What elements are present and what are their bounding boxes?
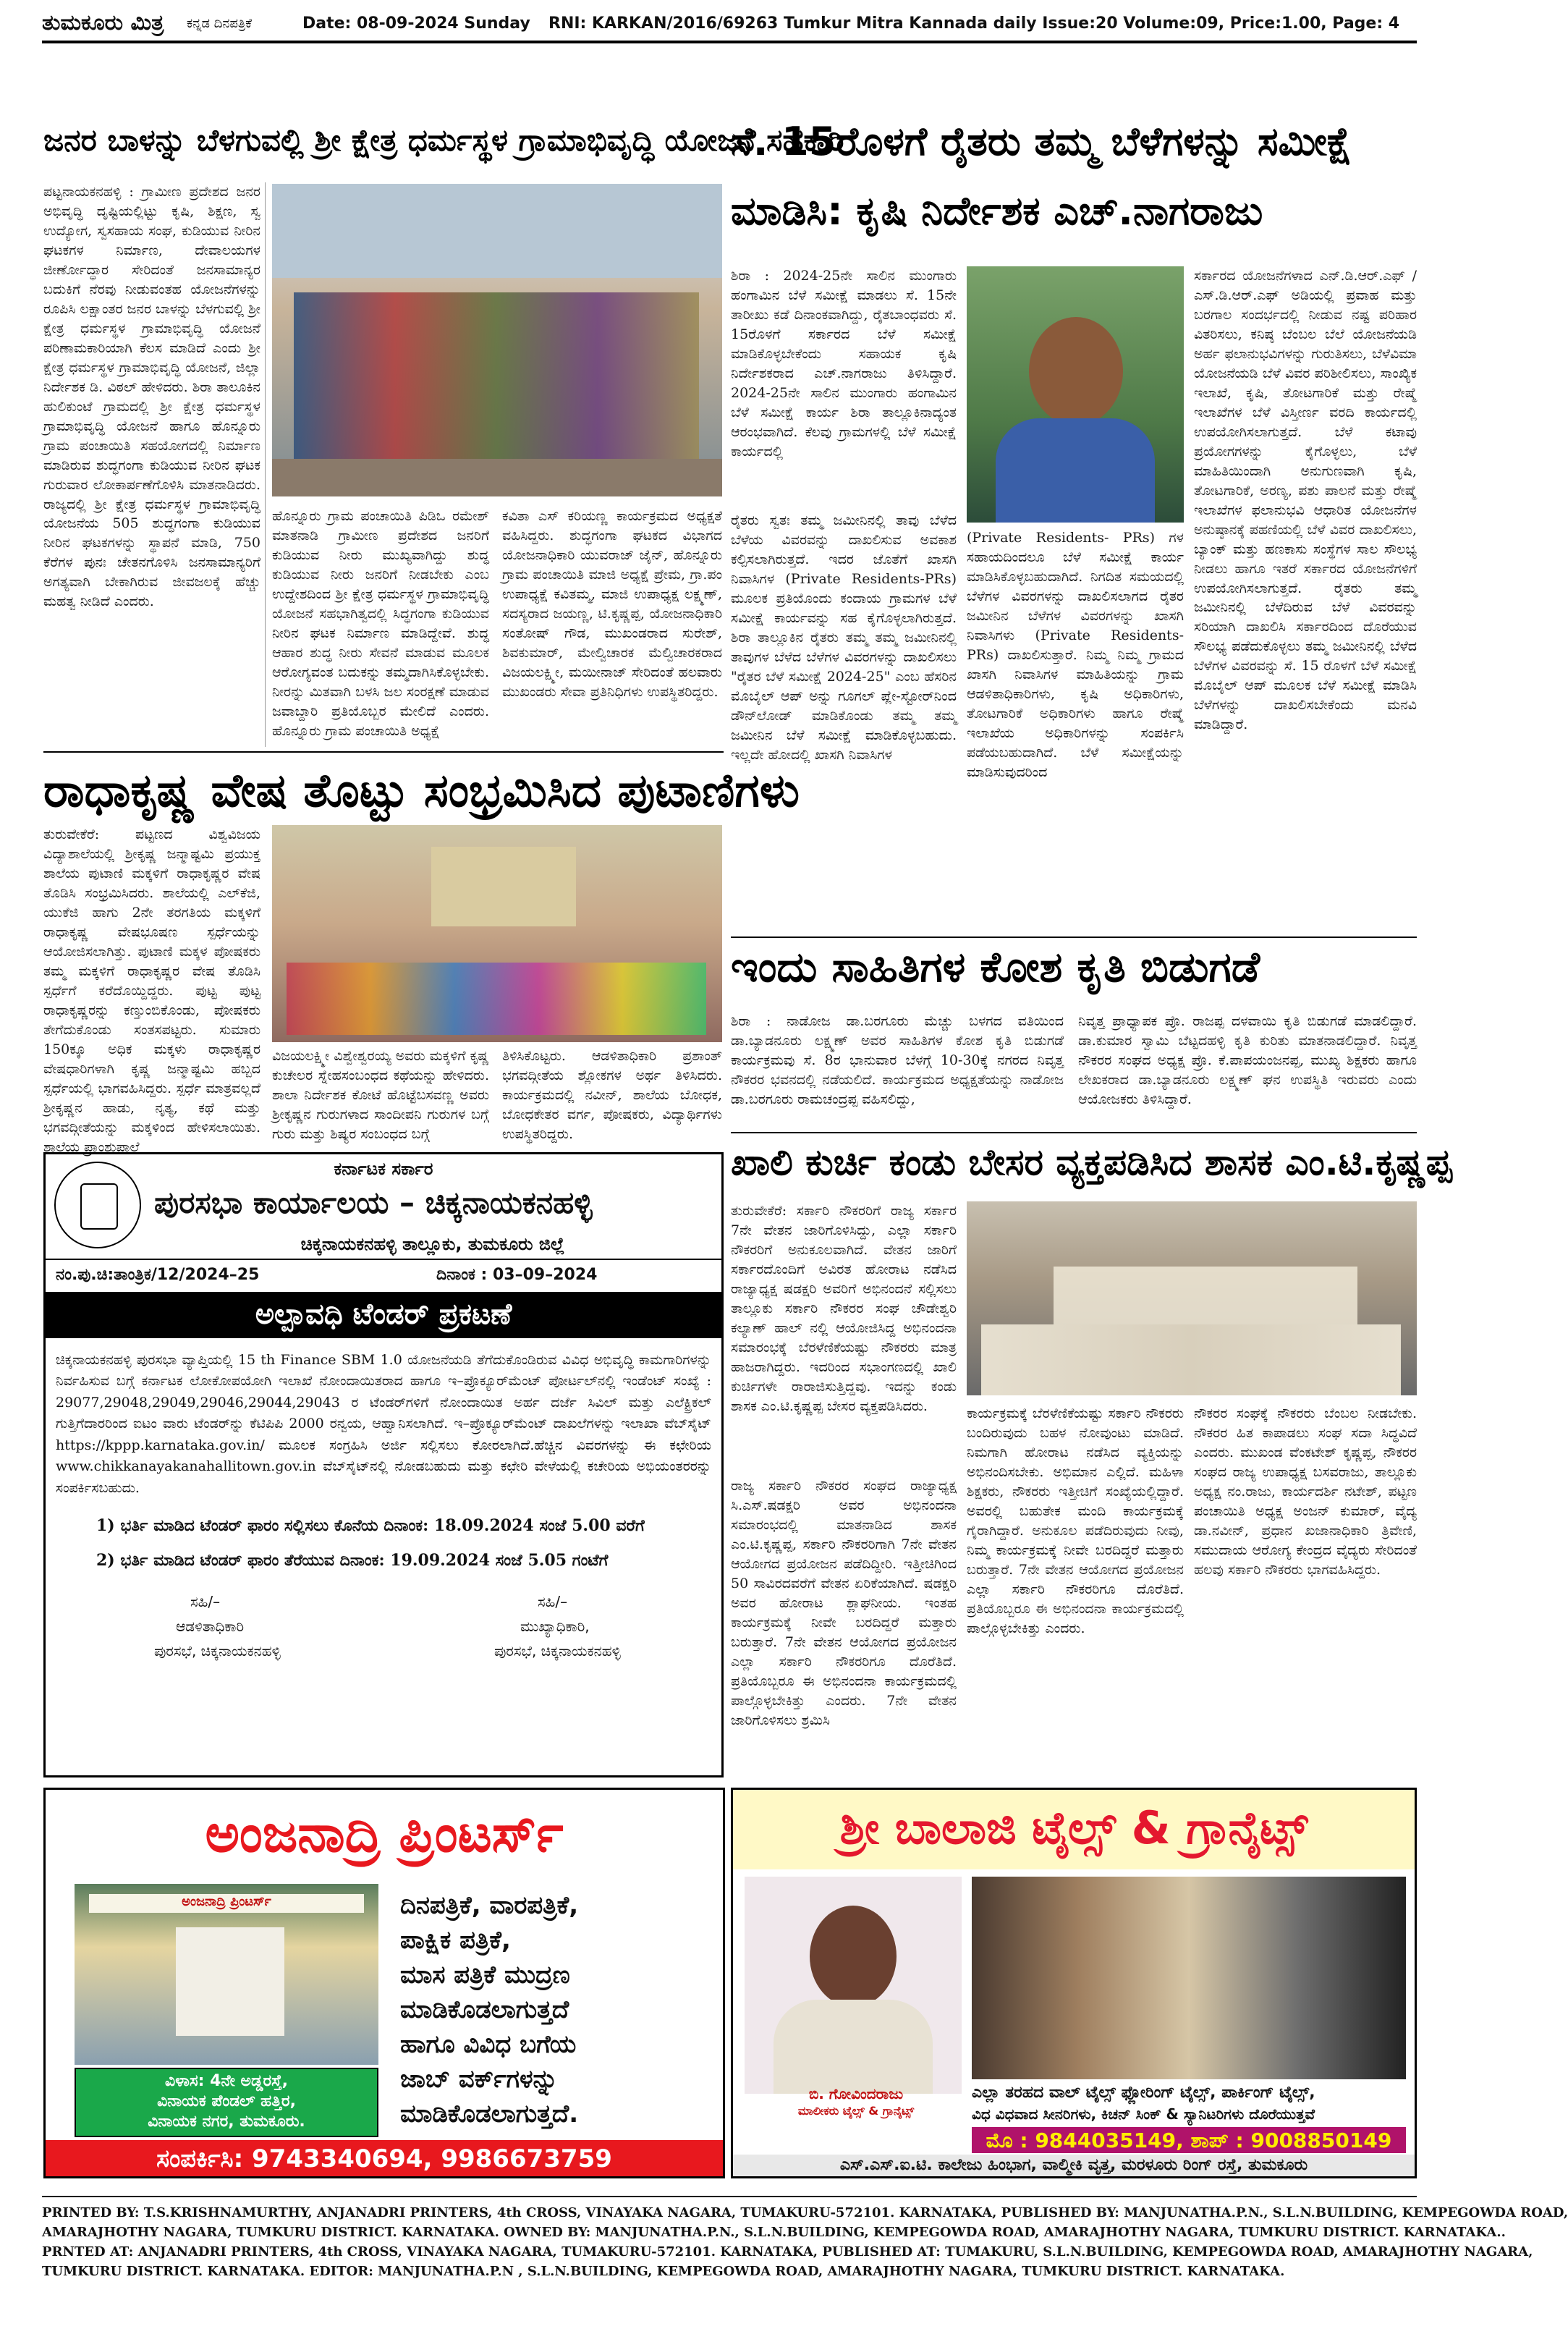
story1-photo [272,184,722,496]
ad1-line4: ಮಾಡಿಕೊಡಲಾಗುತ್ತದೆ [400,1995,569,2024]
divider-left-1 [43,751,724,753]
ad2-desc2: ವಿಧ ವಿಧವಾದ ಸೀನರಿಗಳು, ಕಿಚನ್ ಸಿಂಕ್ & ಸ್ಯಾನಿಟರಿಗಳು ದೊರೆಯುತ್ತವೆ [972,2105,1315,2123]
footer [42,2203,1568,2304]
story2-headline: ರಾಧಾಕೃಷ್ಣ ವೇಷ ತೊಟ್ಟು ಸಂಭ್ರಮಿಸಿದ ಪುಟಾಣಿಗಳು [43,764,800,818]
ad-sri-balaji-tiles [731,1788,1417,2178]
ad1-address-box [75,2068,378,2137]
ad1-title: ಅಂಜನಾದ್ರಿ ಪ್ರಿಂಟರ್ಸ್ [205,1803,564,1864]
story5-col3: ನೌಕರರ ಸಂಘಕ್ಕೆ ನೌಕರರು ಬೆಂಬಲ ನೀಡಬೇಕು. ನೌಕರರ ಹಿತ ಕಾಪಾಡಲು ಸಂಘ ಸದಾ ಸಿದ್ಧವಿದೆ ಎಂದರು. ಮುಖಂಡ ವೆಂಕಟೇಶ್ ಕೃಷ್ಣಪ್ಪ, ನೌಕರರ ಸಂಘದ ರಾಜ್ಯ ಉಪಾಧ್ಯಕ್ಷ ಬಸವರಾಜು, ತಾಲ್ಲೂಕು ಅಧ್ಯಕ್ಷ ನಂ.ರಾಜು, ಕಾರ್ಯದರ್ಶಿ ನಟೇಶ್, ಪಟ್ಟಣ ಪಂಚಾಯಿತಿ ಅಧ್ಯಕ್ಷ ಅಂಜನ್ ಕುಮಾರ್, ವೈದ್ಯ ಡಾ.ನವೀನ್, ಪ್ರಧಾನ ಖಜಾನಾಧಿಕಾರಿ ತ್ರಿವೇಣಿ, ಸಮುದಾಯ ಆರೋಗ್ಯ ಕೇಂದ್ರದ ವೈದ್ಯರು ಸೇರಿದಂತೆ ಹಲವು ಸರ್ಕಾರಿ ನೌಕರರು ಭಾಗವಹಿಸಿದ್ದರು. [1194,1405,1417,1578]
story5-col1a: ತುರುವೇಕೆರೆ: ಸರ್ಕಾರಿ ನೌಕರರಿಗೆ ರಾಜ್ಯ ಸರ್ಕಾರ 7ನೇ ವೇತನ ಜಾರಿಗೊಳಿಸಿದ್ದು, ಎಲ್ಲಾ ಸರ್ಕಾರಿ ನೌಕರರಿಗೆ ಅನುಕೂಲವಾಗಿದೆ. ವೇತನ ಜಾರಿಗೆ ಸರ್ಕಾರದೊಂದಿಗೆ ಅವಿರತ ಹೋರಾಟ ನಡೆಸಿದ ರಾಜ್ಯಾಧ್ಯಕ್ಷ ಷಡಕ್ಷರಿ ಅವರಿಗೆ ಅಭಿನಂದನೆ ಸಲ್ಲಿಸಲು ತಾಲ್ಲೂಕು ಸರ್ಕಾರಿ ನೌಕರರ ಸಂಘ ಚೌಡೇಶ್ವರಿ ಕಲ್ಯಾಣ್ ಹಾಲ್ ನಲ್ಲಿ ಆಯೋಜಿಸಿದ್ದ ಅಭಿನಂದನಾ ಸಮಾರಂಭಕ್ಕೆ ಬೆರಳೆಣಿಕೆಯಷ್ಟು ನೌಕರರು ಮಾತ್ರ ಹಾಜರಾಗಿದ್ದರು. ಇದರಿಂದ ಸಭಾಂಗಣದಲ್ಲಿ ಖಾಲಿ ಕುರ್ಚಿಗಳೇ ರಾರಾಜಿಸುತ್ತಿದ್ದವು. ಇದನ್ನು ಕಂಡು ಶಾಸಕ ಎಂ.ಟಿ.ಕೃಷ್ಣಪ್ಪ ಬೇಸರ ವ್ಯಕ್ತಪಡಿಸಿದರು. [731,1203,957,1414]
ad1-shop-sign: ಅಂಜನಾದ್ರಿ ಪ್ರಿಂಟರ್ಸ್ [89,1894,364,1913]
masthead-date: Date: 08-09-2024 Sunday [302,14,530,33]
story1-col-divider [265,182,266,747]
story1-col3: ಕವಿತಾ ಎಸ್ ಕರಿಯಣ್ಣ ಕಾರ್ಯಕ್ರಮದ ಅಧ್ಯಕ್ಷತೆ ವಹಿಸಿದ್ದರು. ಶುದ್ಧಗಂಗಾ ಘಟಕದ ವಿಭಾಗದ ಯೋಜನಾಧಿಕಾರಿ ಯುವರಾಜ್ ಜೈನ್, ಹೊನ್ನೂರು ಗ್ರಾಮ ಪಂಚಾಯಿತಿ ಮಾಜಿ ಅಧ್ಯಕ್ಷೆ ಪ್ರೇಮ, ಗ್ರಾ.ಪಂ ಉಪಾಧ್ಯಕ್ಷೆ ಕವಿತಮ್ಮ, ಮಾಜಿ ಉಪಾಧ್ಯಕ್ಷ ಲಕ್ಷ್ಮಣ್, ಸದಸ್ಯರಾದ ಜಯಣ್ಣ, ಟಿ.ಕೃಷ್ಣಪ್ಪ, ಯೋಜನಾಧಿಕಾರಿ ಸಂತೋಷ್ ಗೌಡ, ಮುಖಂಡರಾದ ಸುರೇಶ್, ಶಿವಕುಮಾರ್, ಮೇಲ್ವಿಚಾರಕ ಮೆಲ್ವಿಚಾರಕರಾದ ವಿಜಯಲಕ್ಷ್ಮೀ, ಮಯೀನಾಜ್ ಸೇರಿದಂತೆ ಹಲವಾರು ಮುಖಂಡರು ಸೇವಾ ಪ್ರತಿನಿಧಿಗಳು ಉಪಸ್ಥಿತರಿದ್ದರು. [502,508,722,700]
story3-caption: (Private Residents- PRs) ಗಳ ಸಹಾಯದಿಂದಲೂ ಬೆಳೆ ಸಮೀಕ್ಷೆ ಕಾರ್ಯ ಮಾಡಿಸಿಕೊಳ್ಳಬಹುದಾಗಿದೆ. ನಿಗದಿತ ಸಮಯದಲ್ಲಿ ಬೆಳೆಗಳ ವಿವರಗಳನ್ನು ದಾಖಲಿಸಲಾಗದ ರೈತರ ಜಮೀನಿನ ಬೆಳೆಗಳ ವಿವರಗಳನ್ನು ಖಾಸಗಿ ನಿವಾಸಿಗಳು (Private Residents- PRs) ದಾಖಲಿಸುತ್ತಾರೆ. ನಿಮ್ಮ ನಿಮ್ಮ ಗ್ರಾಮದ ಖಾಸಗಿ ನಿವಾಸಿಗಳ ಮಾಹಿತಿಯನ್ನು ಗ್ರಾಮ ಆಡಳಿತಾಧಿಕಾರಿಗಳು, ಕೃಷಿ ಅಧಿಕಾರಿಗಳು, ತೋಟಗಾರಿಕೆ ಅಧಿಕಾರಿಗಳು ಹಾಗೂ ರೇಷ್ಮೆ ಇಲಾಖೆಯ ಅಧಿಕಾರಿಗಳನ್ನು ಸಂಪರ್ಕಿಸಿ ಪಡೆಯಬಹುದಾಗಿದೆ. ಬೆಳೆ ಸಮೀಕ್ಷೆಯನ್ನು ಮಾಡಿಸುವುದರಿಂದ [967,530,1184,780]
masthead-logo: ತುಮಕೂರು ಮಿತ್ರ [42,10,164,35]
story3-col1b: ರೈತರು ಸ್ವತಃ ತಮ್ಮ ಜಮೀನಿನಲ್ಲಿ ತಾವು ಬೆಳೆದ ಬೆಳೆಯ ವಿವರವನ್ನು ದಾಖಲಿಸುವ ಅವಕಾಶ ಕಲ್ಪಿಸಲಾಗಿರುತ್ತದೆ. ಇದರ ಜೊತೆಗೆ ಖಾಸಗಿ ನಿವಾಸಿಗಳ (Private Residents-PRs) ಮೂಲಕ ಪ್ರತಿಯೊಂದು ಕಂದಾಯ ಗ್ರಾಮಗಳ ಬೆಳೆ ಸಮೀಕ್ಷೆ ಕಾರ್ಯವನ್ನು ಸಹ ಕೈಗೊಳ್ಳಲಾಗಿರುತ್ತದೆ. ಶಿರಾ ತಾಲ್ಲೂಕಿನ ರೈತರು ತಮ್ಮ ತಮ್ಮ ಜಮೀನಿನಲ್ಲಿ ತಾವುಗಳ ಬೆಳೆದ ಬೆಳೆಗಳ ವಿವರಗಳನ್ನು ದಾಖಲಿಸಲು "ರೈತರ ಬೆಳೆ ಸಮೀಕ್ಷೆ 2024-25" ಎಂಬ ಹೆಸರಿನ ಮೊಬೈಲ್ ಆಪ್ ಅನ್ನು ಗೂಗಲ್ ಪ್ಲೇ-ಸ್ಟೋರ್‌ನಿಂದ ಡೌನ್‌ಲೋಡ್ ಮಾಡಿಕೊಂಡು ತಮ್ಮ ತಮ್ಮ ಜಮೀನಿನ ಬೆಳೆ ಸಮೀಕ್ಷೆ ಮಾಡಿಕೊಳ್ಳಬಹುದು. ಇಲ್ಲದೇ ಹೋದಲ್ಲಿ ಖಾಸಗಿ ನಿವಾಸಿಗಳ [731,512,957,763]
ad-anjanadri-printers [43,1788,725,2178]
footer-rule [42,2196,1417,2197]
footer-line4: TUMKURU DISTRICT. KARNATAKA. EDITOR: MANJUNATHA.P.N , S.L.N.BUILDING, KEMPEGOWDA ROAD, AMARAJHOTHY NAGARA, TUMKURU DISTRICT. KARNATAKA. [42,2264,1285,2279]
tender-notice [43,1152,724,1777]
story1-col2: ಹೊನ್ನೂರು ಗ್ರಾಮ ಪಂಚಾಯಿತಿ ಪಿಡಿಒ ರಮೇಶ್ ಮಾತನಾಡಿ ಗ್ರಾಮೀಣ ಪ್ರದೇಶದ ಜನರಿಗೆ ಕುಡಿಯುವ ನೀರು ಮುಖ್ಯವಾಗಿದ್ದು ಶುದ್ಧ ಕುಡಿಯುವ ನೀರು ಜನರಿಗೆ ನೀಡಬೇಕು ಎಂಬ ಉದ್ದೇಶದಿಂದ ಶ್ರೀ ಕ್ಷೇತ್ರ ಧರ್ಮಸ್ಥಳ ಗ್ರಾಮಾಭಿವೃದ್ಧಿ ಯೋಜನೆ ಸಹಭಾಗಿತ್ವದಲ್ಲಿ ಸಿದ್ಧಗಂಗಾ ಕುಡಿಯುವ ನೀರಿನ ಘಟಕ ನಿರ್ಮಾಣ ಮಾಡಿದ್ದೇವೆ. ಶುದ್ಧ ಆಹಾರ ಶುದ್ಧ ನೀರು ಸೇವನೆ ಮಾಡುವ ಮೂಲಕ ಆರೋಗ್ಯವಂತ ಬದುಕನ್ನು ತಮ್ಮದಾಗಿಸಿಕೊಳ್ಳಬೇಕು. ನೀರನ್ನು ಮಿತವಾಗಿ ಬಳಸಿ ಜಲ ಸಂರಕ್ಷಣೆ ಮಾಡುವ ಜವಾಬ್ದಾರಿ ಪ್ರತಿಯೊಬ್ಬರ ಮೇಲಿದೆ ಎಂದರು. ಹೊನ್ನೂರು ಗ್ರಾಮ ಪಂಚಾಯಿತಿ ಅಧ್ಯಕ್ಷೆ [272,508,489,739]
ad1-contact: ಸಂಪರ್ಕಿಸಿ: 9743340694, 9986673759 [156,2144,612,2173]
ad1-line1: ದಿನಪತ್ರಿಕೆ, ವಾರಪತ್ರಿಕೆ, [400,1891,579,1920]
story5-col1b: ರಾಜ್ಯ ಸರ್ಕಾರಿ ನೌಕರರ ಸಂಘದ ರಾಜ್ಯಾಧ್ಯಕ್ಷ ಸಿ.ಎಸ್.ಷಡಕ್ಷರಿ ಅವರ ಅಭಿನಂದನಾ ಸಮಾರಂಭದಲ್ಲಿ ಮಾತನಾಡಿದ ಶಾಸಕ ಎಂ.ಟಿ.ಕೃಷ್ಣಪ್ಪ, ಸರ್ಕಾರಿ ನೌಕರರಿಗಾಗಿ 7ನೇ ವೇತನ ಆಯೋಗದ ಪ್ರಯೋಜನ ಪಡೆದಿದ್ದೀರಿ. ಇತ್ತೀಚಿಗಿಂದ 50 ಸಾವಿರದವರೆಗೆ ವೇತನ ಏರಿಕೆಯಾಗಿದೆ. ಷಡಕ್ಷರಿ ಅವರ ಹೋರಾಟ ಶ್ಲಾಘನೀಯ. ಇಂತಹ ಕಾರ್ಯಕ್ರಮಕ್ಕೆ ನೀವೇ ಬರದಿದ್ದರೆ ಮತ್ತಾರು ಬರುತ್ತಾರೆ. 7ನೇ ವೇತನ ಆಯೋಗದ ಪ್ರಯೋಜನ ಎಲ್ಲಾ ಸರ್ಕಾರಿ ನೌಕರರಿಗೂ ದೊರೆತಿದೆ. ಪ್ರತಿಯೊಬ್ಬರೂ ಈ ಅಭಿನಂದನಾ ಕಾರ್ಯಕ್ರಮದಲ್ಲಿ ಪಾಲ್ಗೊಳ್ಳಬೇಕಿತ್ತು ಎಂದರು. 7ನೇ ವೇತನ ಜಾರಿಗೊಳಿಸಲು ಶ್ರಮಿಸಿ [731,1478,957,1728]
tender-item-1: 1) ಭರ್ತಿ ಮಾಡಿದ ಟೆಂಡರ್ ಫಾರಂ ಸಲ್ಲಿಸಲು ಕೊನೆಯ ದಿನಾಂಕ: 18.09.2024 ಸಂಜೆ 5.00 ವರೆಗೆ [96,1516,645,1535]
story3-col3: ಸರ್ಕಾರದ ಯೋಜನೆಗಳಾದ ಎನ್.ಡಿ.ಆರ್.ಎಫ್ / ಎಸ್.ಡಿ.ಆರ್.ಎಫ್ ಅಡಿಯಲ್ಲಿ ಪ್ರವಾಹ ಮತ್ತು ಬರಗಾಲ ಸಂದರ್ಭದಲ್ಲಿ ನೀಡುವ ನಷ್ಟ ಪರಿಹಾರ ವಿತರಿಸಲು, ಕನಿಷ್ಠ ಬೆಂಬಲ ಬೆಲೆ ಯೋಜನೆಯಡಿ ಅರ್ಹ ಫಲಾನುಭವಿಗಳನ್ನು ಗುರುತಿಸಲು, ಬೆಳೆವಿಮಾ ಯೋಜನೆಯಡಿ ಬೆಳೆ ವಿವರ ಪರಿಶೀಲಿಸಲು, ಸಾಂಖ್ಯಿಕ ಇಲಾಖೆ, ಕೃಷಿ, ತೋಟಗಾರಿಕೆ ಮತ್ತು ರೇಷ್ಮೆ ಇಲಾಖೆಗಳ ಬೆಳೆ ವಿಸ್ತೀರ್ಣ ವರದಿ ಕಾರ್ಯದಲ್ಲಿ ಉಪಯೋಗಿಸಲಾಗುತ್ತದೆ. ಬೆಳೆ ಕಟಾವು ಪ್ರಯೋಗಗಳನ್ನು ಕೈಗೊಳ್ಳಲು, ಬೆಳೆ ಮಾಹಿತಿಯಿಂದಾಗಿ ಅನುಗುಣವಾಗಿ ಕೃಷಿ, ತೋಟಗಾರಿಕೆ, ಅರಣ್ಯ, ಪಶು ಪಾಲನೆ ಮತ್ತು ರೇಷ್ಮೆ ಇಲಾಖೆಗಳ ಫಲಾನುಭವಿ ಆಧಾರಿತ ಯೋಜನೆಗಳ ಅನುಷ್ಠಾನಕ್ಕೆ ಪಹಣಿಯಲ್ಲಿ ಬೆಳೆ ವಿವರ ದಾಖಲಿಸಲು, ಬ್ಯಾಂಕ್ ಮತ್ತು ಹಣಕಾಸು ಸಂಸ್ಥೆಗಳ ಸಾಲ ಸೌಲಭ್ಯ ನೀಡಲು ಹಾಗೂ ಇತರೆ ಸರ್ಕಾರದ ಯೋಜನೆಗಳಿಗೆ ಉಪಯೋಗಿಸಲಾಗುತ್ತದೆ. ರೈತರು ತಮ್ಮ ಜಮೀನಿನಲ್ಲಿ ಬೆಳೆದಿರುವ ಬೆಳೆ ವಿವರವನ್ನು ಸರಿಯಾಗಿ ದಾಖಲಿಸಿ ಸರ್ಕಾರದಿಂದ ದೊರೆಯುವ ಸೌಲಭ್ಯ ಪಡೆದುಕೊಳ್ಳಲು ತಮ್ಮ ಜಮೀನಿನಲ್ಲಿ ಬೆಳೆದ ಬೆಳೆಗಳ ವಿವರವನ್ನು ಸೆ. 15 ರೊಳಗೆ ಬೆಳೆ ಸಮೀಕ್ಷೆ ಮೊಬೈಲ್ ಆಪ್ ಮೂಲಕ ಬೆಳೆ ಸಮೀಕ್ಷೆ ಮಾಡಿಸಿ ಬೆಳೆಗಳನ್ನು ದಾಖಲಿಸಬೇಕೆಂದು ಮನವಿ ಮಾಡಿದ್ದಾರೆ. [1194,268,1417,733]
tender-title: ಅಲ್ಪಾವಧಿ ಟೆಂಡರ್ ಪ್ರಕಟಣೆ [255,1298,512,1331]
footer-line2: AMARAJHOTHY NAGARA, TUMKURU DISTRICT. KARNATAKA. OWNED BY: MANJUNATHA.P.N., S.L.N.BUILDING, KEMPEGOWDA ROAD, AMARAJHOTHY NAGARA, TUMKURU DISTRICT. KARNATAKA.. [42,2225,1506,2240]
footer-line1: PRINTED BY: T.S.KRISHNAMURTHY, ANJANADRI PRINTERS, 4th CROSS, VINAYAKA NAGARA, TUMAKURU-572101. KARNATAKA, PUBLISHED BY: MANJUNATHA.P.N., S.L.N.BUILDING, KEMPEGOWDA ROAD, [42,2205,1568,2220]
story4-col2: ನಿವೃತ್ತ ಪ್ರಾಧ್ಯಾಪಕ ಪ್ರೊ. ರಾಜಪ್ಪ ದಳವಾಯಿ ಕೃತಿ ಬಿಡುಗಡೆ ಮಾಡಲಿದ್ದಾರೆ. ಡಾ.ಕುಮಾರ ಸ್ವಾಮಿ ಬೆಟ್ಟದಹಳ್ಳಿ ಕೃತಿ ಕುರಿತು ಮಾತನಾಡಲಿದ್ದಾರೆ. ನಿವೃತ್ತ ನೌಕರರ ಸಂಘದ ಅಧ್ಯಕ್ಷ ಪ್ರೊ. ಕೆ.ಪಾಪಯಂಜನಪ್ಪ, ಮುಖ್ಯ ಶಿಕ್ಷಕರು ಹಾಗೂ ಲೇಖಕರಾದ ಡಾ.ಬ್ಯಾಡನೂರು ಲಕ್ಷ್ಮಣ್ ಘನ ಉಪಸ್ಥಿತಿ ಇರುವರು ಎಂದು ಆಯೋಜಕರು ತಿಳಿಸಿದ್ದಾರೆ. [1078,1013,1417,1107]
story5-headline: ಖಾಲಿ ಕುರ್ಚಿ ಕಂಡು ಬೇಸರ ವ್ಯಕ್ತಪಡಿಸಿದ ಶಾಸಕ ಎಂ.ಟಿ.ಕೃಷ್ಣಪ್ಪ [731,1141,1452,1183]
ad1-line2: ಪಾಕ್ಷಿಕ ಪತ್ರಿಕೆ, [400,1926,511,1955]
story1-col1: ಪಟ್ಟನಾಯಕನಹಳ್ಳಿ : ಗ್ರಾಮೀಣ ಪ್ರದೇಶದ ಜನರ ಅಭಿವೃದ್ಧಿ ದೃಷ್ಟಿಯಲ್ಲಿಟ್ಟು ಕೃಷಿ, ಶಿಕ್ಷಣ, ಸ್ವ ಉದ್ಯೋಗ, ಸ್ವಸಹಾಯ ಸಂಘ, ಕುಡಿಯುವ ನೀರಿನ ಘಟಕಗಳ ನಿರ್ಮಾಣ, ದೇವಾಲಯಗಳ ಜೀರ್ಣೋದ್ಧಾರ ಸೇರಿದಂತೆ ಜನಸಾಮಾನ್ಯರ ಬದುಕಿಗೆ ನೆರವು ನೀಡುವಂತಹ ಯೋಜನೆಗಳನ್ನು ರೂಪಿಸಿ ಲಕ್ಷಾಂತರ ಜನರ ಬಾಳನ್ನು ಬೆಳಗುವಲ್ಲಿ ಶ್ರೀ ಕ್ಷೇತ್ರ ಧರ್ಮಸ್ಥಳ ಗ್ರಾಮಾಭಿವೃದ್ಧಿ ಯೋಜನೆ ಪರಿಣಾಮಕಾರಿಯಾಗಿ ಕೆಲಸ ಮಾಡಿದೆ ಎಂದು ಶ್ರೀ ಕ್ಷೇತ್ರ ಧರ್ಮಸ್ಥಳ ಗ್ರಾಮಾಭಿವೃದ್ಧಿ ಯೋಜನೆ, ಜಿಲ್ಲಾ ನಿರ್ದೇಶಕ ಡಿ. ವಿಠಲ್ ಹೇಳಿದರು. ಶಿರಾ ತಾಲೂಕಿನ ಹುಲಿಕುಂಟೆ ಗ್ರಾಮದಲ್ಲಿ ಶ್ರೀ ಕ್ಷೇತ್ರ ಧರ್ಮಸ್ಥಳ ಗ್ರಾಮಾಭಿವೃದ್ಧಿ ಯೋಜನೆ ಹಾಗೂ ಹೊನ್ನೂರು ಗ್ರಾಮ ಪಂಚಾಯಿತಿ ಸಹಯೋಗದಲ್ಲಿ ನಿರ್ಮಾಣ ಮಾಡಿರುವ ಶುದ್ಧಗಂಗಾ ಕುಡಿಯುವ ನೀರಿನ ಘಟಕ ಗುರುವಾರ ಲೋಕಾರ್ಪಣೆಗೊಳಿಸಿ ಮಾತನಾಡಿದರು. ರಾಜ್ಯದಲ್ಲಿ ಶ್ರೀ ಕ್ಷೇತ್ರ ಧರ್ಮಸ್ಥಳ ಗ್ರಾಮಾಭಿವೃದ್ಧಿ ಯೋಜನೆಯ 505 ಶುದ್ಧಗಂಗಾ ಕುಡಿಯುವ ನೀರಿನ ಘಟಕಗಳನ್ನು ಸ್ಥಾಪನೆ ಮಾಡಿ, 750 ಕೆರೆಗಳ ಪುನಃ ಚೇತನಗೊಳಿಸಿ ಜನಸಾಮಾನ್ಯರಿಗೆ ಅಗತ್ಯವಾಗಿ ಬೇಕಾಗಿರುವ ಜೀವಜಲಕ್ಕೆ ಹೆಚ್ಚು ಮಹತ್ವ ನೀಡಿದೆ ಎಂದರು. [43,184,260,610]
story3-headline-line2: ಮಾಡಿಸಿ: ಕೃಷಿ ನಿರ್ದೇಶಕ ಎಚ್.ನಾಗರಾಜು [731,188,1263,234]
tender-district: ಚಿಕ್ಕನಾಯಕನಹಳ್ಳಿ ತಾಲ್ಲೂಕು, ತುಮಕೂರು ಜಿಲ್ಲೆ [300,1234,565,1254]
story2-col1: ತುರುವೇಕೆರೆ: ಪಟ್ಟಣದ ವಿಶ್ವವಿಜಯ ವಿದ್ಯಾಶಾಲೆಯಲ್ಲಿ ಶ್ರೀಕೃಷ್ಣ ಜನ್ಮಾಷ್ಟಮಿ ಪ್ರಯುಕ್ತ ಶಾಲೆಯ ಪುಟಾಣಿ ಮಕ್ಕಳಿಗೆ ರಾಧಾಕೃಷ್ಣರ ವೇಷ ತೊಡಿಸಿ ಸಂಭ್ರಮಿಸಿದರು. ಶಾಲೆಯಲ್ಲಿ ಎಲ್‌ಕೆಜಿ, ಯುಕೆಜಿ ಹಾಗು 2ನೇ ತರಗತಿಯ ಮಕ್ಕಳಿಗೆ ರಾಧಾಕೃಷ್ಣ ವೇಷಭೂಷಣ ಸ್ಪರ್ಧೆಯನ್ನು ಆಯೋಜಿಸಲಾಗಿತ್ತು. ಪುಟಾಣಿ ಮಕ್ಕಳ ಪೋಷಕರು ತಮ್ಮ ಮಕ್ಕಳಿಗೆ ರಾಧಾಕೃಷ್ಣರ ವೇಷ ತೊಡಿಸಿ ಸ್ಪರ್ಧೆಗೆ ಕರೆದೊಯ್ದಿದ್ದರು. ಪುಟ್ಟ ಪುಟ್ಟ ರಾಧಾಕೃಷ್ಣರನ್ನು ಕಣ್ತುಂಬಿಕೊಂಡು, ಪೋಷಕರು ತೇಗೆದುಕೊಂಡು ಸಂತಸಪಟ್ಟರು. ಸುಮಾರು 150ಕ್ಕೂ ಅಧಿಕ ಮಕ್ಕಳು ರಾಧಾಕೃಷ್ಣರ ವೇಷಧಾರಿಗಳಾಗಿ ಕೃಷ್ಣ ಜನ್ಮಾಷ್ಟಮಿ ಹಬ್ಬದ ಸ್ಪರ್ಧೆಯಲ್ಲಿ ಭಾಗವಹಿಸಿದ್ದರು. ಸ್ಪರ್ಧೆ ಮಾತ್ರವಲ್ಲದೆ ಶ್ರೀಕೃಷ್ಣನ ಹಾಡು, ನೃತ್ಯ, ಕಥೆ ಮತ್ತು ಭಗವದ್ಗೀತೆಯನ್ನು ಮಕ್ಕಳಿಂದ ಹೇಳಿಸಲಾಯಿತು. ಶಾಲೆಯ ಪ್ರಾಂಶುಪಾಲೆ [43,827,260,1155]
ad1-line5: ಹಾಗೂ ವಿವಿಧ ಬಗೆಯ [400,2030,577,2059]
ad2-title-bar [733,1790,1415,1869]
ad1-addr3: ವಿನಾಯಕ ನಗರ, ತುಮಕೂರು. [148,2113,305,2131]
footer-line3: PRNTED AT: ANJANADRI PRINTERS, 4th CROSS, VINAYAKA NAGARA, TUMAKURU-572101. KARNATAKA, PUBLISHED AT: TUMAKURU, S.L.N.BUILDING, KEMPEGOWDA ROAD, AMARAJHOTHY NAGARA, [42,2244,1533,2259]
ad1-line6: ಜಾಬ್ ವರ್ಕ್‌ಗಳನ್ನು [400,2065,558,2094]
divider-right-1 [731,937,1417,938]
masthead-subtitle: ಕನ್ನಡ ದಿನಪತ್ರಿಕೆ [187,16,253,31]
tender-sig-right-2: ಮುಖ್ಯಾಧಿಕಾರಿ, [520,1618,590,1635]
story3-col1a: ಶಿರಾ : 2024-25ನೇ ಸಾಲಿನ ಮುಂಗಾರು ಹಂಗಾಮಿನ ಬೆಳೆ ಸಮೀಕ್ಷೆ ಮಾಡಲು ಸೆ. 15ನೇ ತಾರೀಖು ಕಡೆ ದಿನಾಂಕವಾಗಿದ್ದು, ರೈತಬಾಂಧವರು ಸೆ. 15ರೊಳಗೆ ಸರ್ಕಾರದ ಬೆಳೆ ಸಮೀಕ್ಷೆ ಮಾಡಿಕೊಳ್ಳಬೇಕೆಂದು ಸಹಾಯಕ ಕೃಷಿ ನಿರ್ದೇಶಕರಾದ ಎಚ್.ನಾಗರಾಜು ತಿಳಿಸಿದ್ದಾರೆ. 2024-25ನೇ ಸಾಲಿನ ಮುಂಗಾರು ಹಂಗಾಮಿನ ಬೆಳೆ ಸಮೀಕ್ಷೆ ಕಾರ್ಯ ಶಿರಾ ತಾಲ್ಲೂಕಿನಾದ್ಯಂತ ಆರಂಭವಾಗಿದೆ. ಕೆಲವು ಗ್ರಾಮಗಳಲ್ಲಿ ಬೆಳೆ ಸಮೀಕ್ಷೆ ಕಾರ್ಯದಲ್ಲಿ [731,268,957,460]
tender-body: ಚಿಕ್ಕನಾಯಕನಹಳ್ಳಿ ಪುರಸಭಾ ವ್ಯಾಪ್ತಿಯಲ್ಲಿ 15 th Finance SBM 1.0 ಯೋಜನೆಯಡಿ ತೆಗೆದುಕೊಂಡಿರುವ ವಿವಿಧ ಅಭಿವೃದ್ಧಿ ಕಾಮಗಾರಿಗಳನ್ನು ನಿರ್ವಹಿಸುವ ಬಗ್ಗೆ ಕರ್ನಾಟಕ ಲೋಕೋಪಯೋಗಿ ಇಲಾಖೆ ನೋಂದಾಯಿತರಾದ ಹಾಗೂ ಇ–ಪ್ರೊಕ್ಯೂರ್‌ಮೆಂಟ್ ಪೋರ್ಟಲ್‌ನಲ್ಲಿ ಇಂಡೆಂಟ್ ಸಂಖ್ಯೆ : 29077,29048,29049,29046,29044,29043 ರ ಟೆಂಡರ್‌ಗಳಿಗೆ ನೋಂದಾಯಿತ ಅರ್ಹ ದರ್ಜೆ ಸಿವಿಲ್ ಮತ್ತು ಎಲೆಕ್ಟ್ರಿಕಲ್ ಗುತ್ತಿಗೆದಾರರಿಂದ ಐಟಂ ವಾರು ಟೆಂಡರ್‌ನ್ನು ಕೆಟಿಪಿಪಿ 2000 ರನ್ವಯ, ಆಹ್ವಾನಿಸಲಾಗಿದೆ. ಇ–ಪ್ರೊಕ್ಯೂರ್‌ಮೆಂಟ್ ದಾಖಲೆಗಳನ್ನು ಇಲಾಖಾ ವೆಬ್‌ಸೈಟ್ https://kppp.karnataka.gov.in/ ಮೂಲಕ ಸಂಗ್ರಹಿಸಿ ಅರ್ಜಿ ಸಲ್ಲಿಸಲು ಕೋರಲಾಗಿದೆ.ಹೆಚ್ಚಿನ ವಿವರಗಳನ್ನು ಈ ಕಛೇರಿಯ www.chikkanayakanahallitown.gov.in ವೆಬ್‌ಸೈಟ್‌ನಲ್ಲಿ ನೋಡಬಹುದು ಮತ್ತು ಕಛೇರಿ ವೇಳೆಯಲ್ಲಿ ಕಚೇರಿಯ ಅಭಿಯಂತರರನ್ನು ಸಂಪರ್ಕಿಸಬಹುದು. [56,1352,711,1496]
tender-item-2: 2) ಭರ್ತಿ ಮಾಡಿದ ಟೆಂಡರ್ ಫಾರಂ ತೆರೆಯುವ ದಿನಾಂಕ: 19.09.2024 ಸಂಜೆ 5.05 ಗಂಟೆಗೆ [96,1551,609,1570]
tender-sig-right-3: ಪುರಸಭೆ, ಚಿಕ್ಕನಾಯಕನಹಳ್ಳಿ [494,1642,621,1660]
ad2-phone: ಮೊ : 9844035149, ಶಾಪ್ : 9008850149 [986,2128,1392,2152]
ad2-address: ಎಸ್.ಎಸ್.ಐ.ಟಿ. ಕಾಲೇಜು ಹಿಂಭಾಗ, ವಾಲ್ಮೀಕಿ ವೃತ್ತ, ಮರಳೂರು ರಿಂಗ್ ರಸ್ತೆ, ತುಮಕೂರು [839,2156,1308,2174]
masthead-info: RNI: KARKAN/2016/69263 Tumkur Mitra Kannada daily Issue:20 Volume:09, Price:1.00, Page: 4 [548,14,1400,33]
tender-title-bar [46,1292,721,1338]
ad1-line7: ಮಾಡಿಕೊಡಲಾಗುತ್ತದೆ. [400,2100,579,2128]
story5-photo [967,1201,1417,1395]
ad1-contact-bar [46,2140,723,2176]
tender-date: ದಿನಾಂಕ : 03–09–2024 [436,1266,598,1284]
tender-ref: ನಂ.ಪು.ಚಿ:ತಾಂತ್ರಿಕ/12/2024–25 [56,1266,260,1284]
ad2-desc1: ಎಲ್ಲಾ ತರಹದ ವಾಲ್ ಟೈಲ್ಸ್ ಫ್ಲೋರಿಂಗ್ ಟೈಲ್ಸ್, ಪಾರ್ಕಿಂಗ್ ಟೈಲ್ಸ್, [972,2084,1315,2102]
tender-sig-left-3: ಪುರಸಭೆ, ಚಿಕ್ಕನಾಯಕನಹಳ್ಳಿ [154,1642,281,1660]
story1-headline: ಜನರ ಬಾಳನ್ನು ಬೆಳಗುವಲ್ಲಿ ಶ್ರೀ ಕ್ಷೇತ್ರ ಧರ್ಮಸ್ಥಳ ಗ್ರಾಮಾಭಿವೃದ್ಧಿ ಯೋಜನೆ ಸಹಕಾರಿ [43,122,844,158]
ad2-tiles-photo [972,1877,1406,2079]
story3-headline-line1: ಸೆ. 15ರೊಳಗೆ ರೈತರು ತಮ್ಮ ಬೆಳೆಗಳನ್ನು ಸಮೀಕ್ಷೆ [731,119,1352,164]
ad2-title: ಶ್ರೀ ಬಾಲಾಜಿ ಟೈಲ್ಸ್ & ಗ್ರಾನೈಟ್ಸ್ [839,1801,1308,1854]
ad2-address-bar [733,2155,1415,2176]
story3-photo [967,266,1184,523]
divider-right-2 [731,1132,1417,1133]
tender-gov: ಕರ್ನಾಟಕ ಸರ್ಕಾರ [334,1159,433,1179]
tender-sig-right-1: ಸಹಿ/– [538,1593,568,1610]
tender-office: ಪುರಸಭಾ ಕಾರ್ಯಾಲಯ – ಚಿಕ್ಕನಾಯಕನಹಳ್ಳಿ [154,1185,593,1220]
ad2-person: ಬಿ. ಗೋವಿಂದರಾಜು [808,2085,904,2102]
story5-col2: ಕಾರ್ಯಕ್ರಮಕ್ಕೆ ಬೆರಳೆಣಿಕೆಯಷ್ಟು ಸರ್ಕಾರಿ ನೌಕರರು ಬಂದಿರುವುದು ಬಹಳ ನೋವುಂಟು ಮಾಡಿದೆ. ನಿಮಗಾಗಿ ಹೋರಾಟ ನಡೆಸಿದ ವ್ಯಕ್ತಿಯನ್ನು ಅಭಿನಂದಿಸಬೇಕು. ಅಭಿಮಾನ ಎಲ್ಲಿದೆ. ಮಹಿಳಾ ಶಿಕ್ಷಕರು, ನೌಕರರು ಇತ್ತೀಚಿಗೆ ಸಂಖ್ಯೆಯಲ್ಲಿದ್ದಾರೆ. ಅವರಲ್ಲಿ ಬಹುತೇಕ ಮಂದಿ ಕಾರ್ಯಕ್ರಮಕ್ಕೆ ಗೈರಾಗಿದ್ದಾರೆ. ಅನುಕೂಲ ಪಡೆದಿರುವುದು ನೀವು, ನಿಮ್ಮ ಕಾರ್ಯಕ್ರಮಕ್ಕೆ ನೀವೇ ಬರದಿದ್ದರೆ ಮತ್ತಾರು ಬರುತ್ತಾರೆ. 7ನೇ ವೇತನ ಆಯೋಗದ ಪ್ರಯೋಜನ ಎಲ್ಲಾ ಸರ್ಕಾರಿ ನೌಕರರಿಗೂ ದೊರೆತಿದೆ. ಪ್ರತಿಯೊಬ್ಬರೂ ಈ ಅಭಿನಂದನಾ ಕಾರ್ಯಕ್ರಮದಲ್ಲಿ ಪಾಲ್ಗೊಳ್ಳಬೇಕಿತ್ತು ಎಂದರು. [967,1405,1184,1636]
ad2-person-photo [745,1877,962,2094]
ad1-addr1: ವಿಳಾಸ: 4ನೇ ಅಡ್ಡರಸ್ತೆ, [165,2072,288,2090]
tender-sig-left-2: ಆಡಳಿತಾಧಿಕಾರಿ [176,1618,245,1635]
ad2-phone-bar [972,2127,1406,2153]
ad1-shop-photo [75,1884,378,2065]
story4-headline: ಇಂದು ಸಾಹಿತಿಗಳ ಕೋಶ ಕೃತಿ ಬಿಡುಗಡೆ [731,942,1260,992]
masthead-rule [42,41,1417,43]
masthead [42,10,1417,39]
story4-col1: ಶಿರಾ : ನಾಡೋಜ ಡಾ.ಬರಗೂರು ಮೆಚ್ಚು ಬಳಗದ ವತಿಯಿಂದ ಡಾ.ಬ್ಯಾಡನೂರು ಲಕ್ಷ್ಮಣ್ ಅವರ ಸಾಹಿತಿಗಳ ಕೋಶ ಕೃತಿ ಬಿಡುಗಡೆ ಕಾರ್ಯಕ್ರಮವು ಸೆ. 8ರ ಭಾನುವಾರ ಬೆಳಗ್ಗೆ 10-30ಕ್ಕೆ ನಗರದ ನಿವೃತ್ತ ನೌಕರರ ಭವನದಲ್ಲಿ ನಡೆಯಲಿದೆ. ಕಾರ್ಯಕ್ರಮದ ಅಧ್ಯಕ್ಷತೆಯನ್ನು ನಾಡೋಜ ಡಾ.ಬರಗೂರು ರಾಮಚಂದ್ರಪ್ಪ ವಹಿಸಲಿದ್ದು, [731,1013,1064,1107]
tender-sig-left-1: ಸಹಿ/– [190,1593,221,1610]
ad2-person-sub: ಮಾಲೀಕರು ಟೈಲ್ಸ್ & ಗ್ರಾನೈಟ್ಸ್ [797,2104,915,2118]
story2-col3: ತಿಳಿಸಿಕೊಟ್ಟರು. ಆಡಳಿತಾಧಿಕಾರಿ ಪ್ರಶಾಂತ್ ಭಗವದ್ಗೀತೆಯ ಶ್ಲೋಕಗಳ ಅರ್ಥ ತಿಳಿಸಿದರು. ಕಾರ್ಯಕ್ರಮದಲ್ಲಿ ನವೀನ್, ಶಾಲೆಯ ಬೋಧಕ, ಬೋಧಕೇತರ ವರ್ಗ, ಪೋಷಕರು, ವಿದ್ಯಾರ್ಥಿಗಳು ಉಪಸ್ಥಿತರಿದ್ದರು. [502,1048,722,1142]
ad1-addr2: ವಿನಾಯಕ ಪೆಂಡಲ್ ಹತ್ತಿರ, [157,2092,296,2110]
ad1-line3: ಮಾಸ ಪತ್ರಿಕೆ ಮುದ್ರಣ [400,1961,570,1990]
story2-col2: ವಿಜಯಲಕ್ಷ್ಮೀ ವಿಶ್ವೇಶ್ವರಯ್ಯ ಅವರು ಮಕ್ಕಳಿಗೆ ಕೃಷ್ಣ ಕುಚೇಲರ ಸ್ನೇಹಸಂಬಂಧದ ಕಥೆಯನ್ನು ಹೇಳಿದರು. ಶಾಲಾ ನಿರ್ದೇಶಕ ಕೋಟೆ ಹೊಟ್ಟೆಬಸವಣ್ಣ ಅವರು ಶ್ರೀಕೃಷ್ಣನ ಗುರುಗಳಾದ ಸಾಂದೀಪನಿ ಗುರುಗಳ ಬಗ್ಗೆ ಗುರು ಮತ್ತು ಶಿಷ್ಯರ ಸಂಬಂಧದ ಬಗ್ಗೆ [272,1048,489,1142]
story2-photo [272,825,722,1042]
